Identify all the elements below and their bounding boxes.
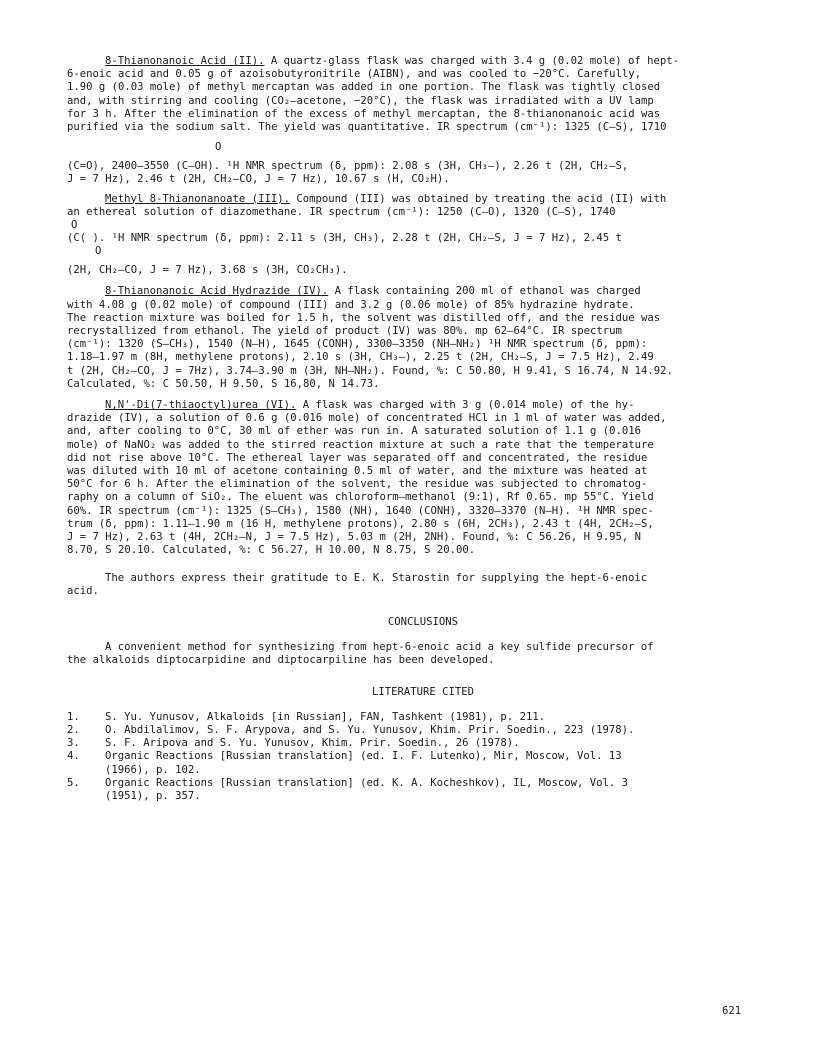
- text-line: 6-enoic acid and 0.05 g of azoisobutyronitrile (AIBN), and was cooled to −20°C. Carefully,: [67, 68, 642, 81]
- section-heading: 8-Thianonanoic Acid Hydrazide (IV).: [105, 285, 329, 298]
- reference-number: 4.: [67, 750, 80, 763]
- text-line: (C=O), 2400–3550 (C–OH). ¹H NMR spectrum (δ, ppm): 2.08 s (3H, CH₃–), 2.26 t (2H, CH₂–S,: [67, 160, 629, 173]
- section-urea: [67, 399, 779, 557]
- text-line: Calculated, %: C 50.50, H 9.50, S 16,80, N 14.73.: [67, 377, 380, 390]
- text-line: acid.: [67, 584, 99, 597]
- text-line: purified via the sodium salt. The yield was quantitative. IR spectrum (cm⁻¹): 1325 (C–S), 1710: [67, 121, 667, 134]
- text-line: A flask containing 200 ml of ethanol was charged: [334, 285, 641, 298]
- text-line: A convenient method for synthesizing from hept-6-enoic acid a key sulfide precursor of: [105, 641, 654, 654]
- text-line: (2H, CH₂–CO, J = 7 Hz), 3.68 s (3H, CO₂CH₃).: [67, 264, 348, 277]
- section-thianonanoic-acid: [67, 55, 779, 187]
- text-line: Compound (III) was obtained by treating the acid (II) with: [296, 192, 667, 205]
- reference-item: [67, 724, 779, 737]
- text-line: (cm⁻¹): 1320 (S–CH₃), 1540 (N–H), 1645 (CONH), 3300–3350 (NH–NH₂) ¹H NMR spectrum (δ, ppm):: [67, 338, 648, 351]
- text-line: (C⟨ ). ¹H NMR spectrum (δ, ppm): 2.11 s (3H, CH₃), 2.28 t (2H, CH₂–S, J = 7 Hz), 2.45 t: [67, 232, 622, 245]
- reference-list: [67, 711, 779, 803]
- text-line: J = 7 Hz), 2.46 t (2H, CH₂–CO, J = 7 Hz), 10.67 s (H, CO₂H).: [67, 173, 450, 186]
- acknowledgement: [67, 572, 779, 598]
- text-line: with 4.08 g (0.02 mole) of compound (III) and 3.2 g (0.06 mole) of 85% hydrazine hydrate.: [67, 298, 635, 311]
- text-line: 60%. IR spectrum (cm⁻¹): 1325 (S–CH₃), 1580 (NH), 1640 (CONH), 3320–3370 (N–H). ¹H NMR spec-: [67, 504, 654, 517]
- reference-text: O. Abdilalimov, S. F. Arypova, and S. Yu. Yunusov, Khim. Prir. Soedin., 223 (1978).: [105, 723, 635, 736]
- text-line: was diluted with 10 ml of acetone containing 0.5 ml of water, and the mixture was heated at: [67, 465, 648, 478]
- reference-text: Organic Reactions [Russian translation] (ed. K. A. Kocheshkov), IL, Moscow, Vol. 3: [105, 776, 628, 789]
- section-methyl-thianonanoate: [67, 193, 779, 278]
- paper-page: [67, 55, 779, 803]
- text-line: 8.70, S 20.10. Calculated, %: C 56.27, H 10.00, N 8.75, S 20.00.: [67, 544, 476, 557]
- text-line: The authors express their gratitude to E. K. Starostin for supplying the hept-6-enoic: [105, 571, 648, 584]
- section-hydrazide: [67, 285, 779, 391]
- text-line: A quartz-glass flask was charged with 3.4 g (0.02 mole) of hept-: [270, 55, 680, 67]
- reference-number: 1.: [67, 710, 80, 723]
- text-line: and, after cooling to 0°C, 30 ml of ether was run in. A saturated solution of 1.1 g (0.016: [67, 425, 642, 438]
- text-line: 1.18–1.97 m (8H, methylene protons), 2.10 s (3H, CH₃–), 2.25 t (2H, CH₂–S, J = 7.5 Hz), 2.49: [67, 351, 654, 364]
- text-line: The reaction mixture was boiled for 1.5 h, the solvent was distilled off, and the residue was: [67, 311, 661, 324]
- reference-text: S. Yu. Yunusov, Alkaloids [in Russian], FAN, Tashkent (1981), p. 211.: [105, 710, 546, 723]
- reference-number: 3.: [67, 737, 80, 750]
- text-line: and, with stirring and cooling (CO₂–acetone, −20°C), the flask was irradiated with a UV lamp: [67, 94, 654, 107]
- text-line: 50°C for 6 h. After the elimination of the solvent, the residue was subjected to chromatog-: [67, 478, 648, 491]
- reference-number: 5.: [67, 776, 80, 789]
- text-line: for 3 h. After the elimination of the excess of methyl mercaptan, the 8-thianonanoic acid was: [67, 107, 661, 120]
- reference-item: [67, 750, 779, 776]
- ester-mark-top: O: [71, 219, 78, 232]
- text-line: 1.90 g (0.03 mole) of methyl mercaptan was added in one portion. The flask was tightly closed: [67, 81, 661, 94]
- reference-number: 2.: [67, 723, 80, 736]
- conclusions-title: CONCLUSIONS: [387, 615, 459, 628]
- reference-text: Organic Reactions [Russian translation] (ed. I. F. Lutenko), Mir, Moscow, Vol. 13: [105, 750, 622, 763]
- literature-title: LITERATURE CITED: [371, 685, 475, 698]
- text-line: J = 7 Hz), 2.63 t (4H, 2CH₂–N, J = 7.5 Hz), 5.03 m (2H, 2NH). Found, %: C 56.26, H 9.95, N: [67, 531, 642, 544]
- reference-item: [67, 711, 779, 724]
- page-number: 621: [722, 1005, 742, 1017]
- text-line: recrystallized from ethanol. The yield of product (IV) was 80%. mp 62–64°C. IR spectrum: [67, 325, 622, 338]
- text-line: drazide (IV), a solution of 0.6 g (0.016 mole) of concentrated HCl in 1 ml of water was added,: [67, 412, 667, 425]
- text-line: raphy on a column of SiO₂. The eluent was chloroform–methanol (9:1), Rf 0.65. mp 55°C. Yield: [67, 491, 654, 504]
- text-line: t (2H, CH₂–CO, J = 7Hz), 3.74–3.90 m (3H, NH–NH₂). Found, %: C 50.80, H 9.41, S 16.74, N 14.92.: [67, 364, 673, 377]
- text-line: A flask was charged with 3 g (0.014 mole) of the hy-: [302, 399, 635, 412]
- section-heading: N,N'-Di(7-thiaoctyl)urea (VI).: [105, 399, 297, 412]
- section-heading: Methyl 8-Thianonanoate (III).: [105, 192, 290, 205]
- ester-mark-bottom: O: [95, 245, 102, 258]
- text-line: mole) of NaNO₂ was added to the stirred reaction mixture at such a rate that the temperature: [67, 438, 654, 451]
- reference-text: (1966), p. 102.: [105, 763, 201, 776]
- text-line: did not rise above 10°C. The ethereal layer was separated off and concentrated, the residue: [67, 451, 648, 464]
- conclusions-text: [67, 641, 779, 667]
- reference-text: (1951), p. 357.: [105, 789, 201, 802]
- reference-item: [67, 737, 779, 750]
- text-line: trum (δ, ppm): 1.11–1.90 m (16 H, methylene protons), 2.80 s (6H, 2CH₃), 2.43 t (4H, 2CH₂–S,: [67, 517, 654, 530]
- text-line: an ethereal solution of diazomethane. IR spectrum (cm⁻¹): 1250 (C–O), 1320 (C–S), 1740: [67, 205, 616, 218]
- reference-item: [67, 777, 779, 803]
- reference-text: S. F. Aripova and S. Yu. Yunusov, Khim. Prir. Soedin., 26 (1978).: [105, 737, 520, 750]
- carbonyl-mark: O: [215, 141, 222, 154]
- text-line: the alkaloids diptocarpidine and diptocarpiline has been developed.: [67, 654, 495, 667]
- section-heading: 8-Thianonanoic Acid (II).: [105, 55, 265, 67]
